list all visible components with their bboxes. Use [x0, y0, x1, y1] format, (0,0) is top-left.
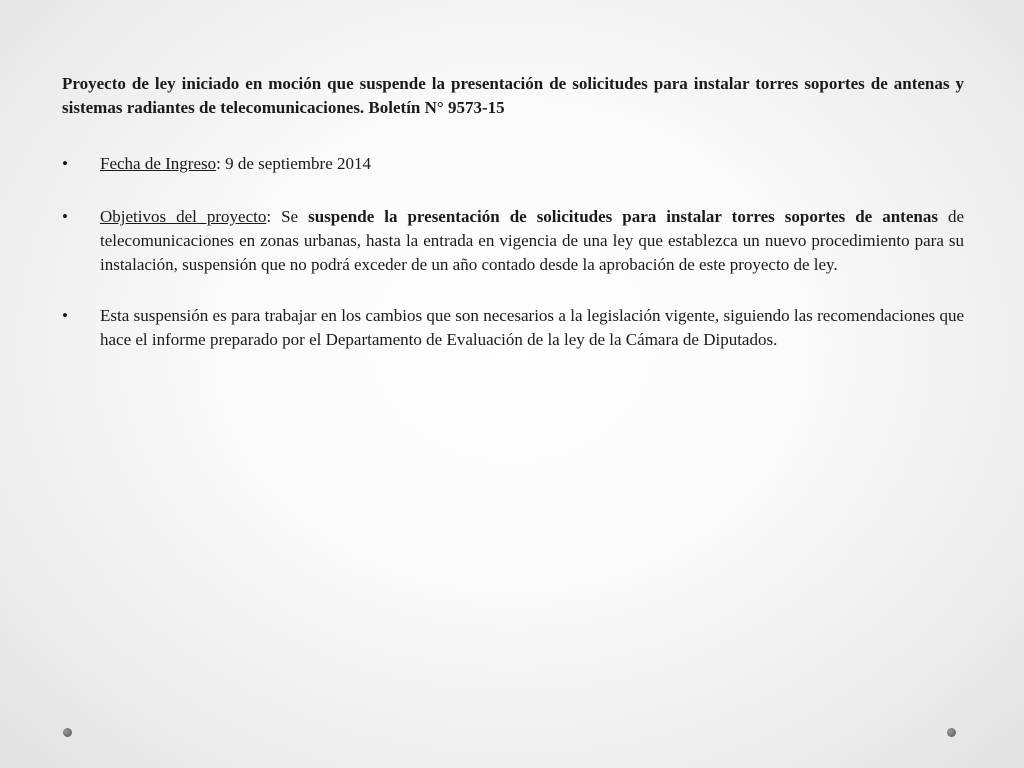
- bullet-suspension: [62, 304, 964, 352]
- fecha-label: Fecha de Ingreso: [100, 154, 217, 173]
- bullet-list: [62, 152, 964, 352]
- bullet-marker: •: [62, 154, 68, 173]
- bullet-objetivos: [62, 205, 964, 277]
- corner-dot-bottom-left: [63, 728, 72, 737]
- bullet-fecha-ingreso: [62, 152, 964, 176]
- objetivos-separator: :: [266, 207, 272, 226]
- corner-dot-bottom-right: [947, 728, 956, 737]
- bullet-marker: •: [62, 207, 68, 226]
- objetivos-text-before: Se: [271, 207, 309, 226]
- slide-title: Proyecto de ley iniciado en moción que suspende la presentación de solicitudes para instalar torres soportes de antenas y sistemas radiantes de telecomunicaciones. Boletín N° 9573-15: [62, 74, 964, 117]
- bullet-marker: •: [62, 306, 68, 325]
- fecha-separator: :: [216, 154, 221, 173]
- objetivos-text-after: de telecomunicaciones en zonas urbanas, hasta la entrada en vigencia de una ley que establezca un nuevo procedimiento para su instalación, suspensión que no podrá exceder de un año contado desde la aprobación de este proyecto de ley.: [100, 207, 964, 274]
- fecha-value: 9 de septiembre 2014: [220, 154, 371, 173]
- objetivos-label: Objetivos del proyecto: [100, 207, 267, 226]
- slide-content: [62, 72, 964, 379]
- suspension-text: Esta suspensión es para trabajar en los cambios que son necesarios a la legislación vigente, siguiendo las recomendaciones que hace el informe preparado por el Departamento de Evaluación de la ley de la Cámara de Diputados.: [100, 306, 964, 349]
- objetivos-text-bold: suspende la presentación de solicitudes para instalar torres soportes de antenas: [308, 207, 938, 226]
